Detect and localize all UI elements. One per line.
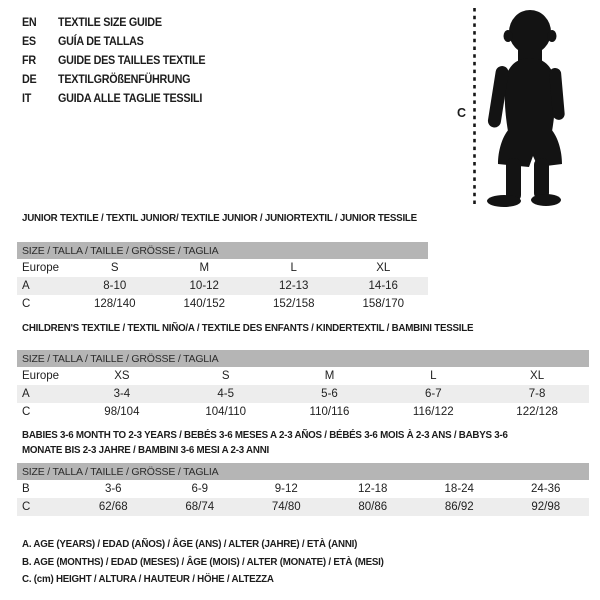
size-header: SIZE / TALLA / TAILLE / GRÖSSE / TAGLIA bbox=[17, 463, 589, 480]
language-code: IT bbox=[22, 90, 32, 105]
size-cell: 158/170 bbox=[362, 298, 405, 310]
size-cell: 24-36 bbox=[531, 483, 561, 495]
babies-table-title: BABIES 3-6 MONTH TO 2-3 YEARS / BEBÉS 3-6 MESES A 2-3 AÑOS / BÉBÉS 3-6 MOIS À 2-3 ANS / BABYS 3-6 MONATE BIS 2-3 JAHRE / BAMBINI 3-6 MESI A 2-3 ANNI bbox=[22, 429, 508, 456]
size-cell: 122/128 bbox=[516, 406, 558, 418]
language-title: TEXTILGRÖßENFÜHRUNG bbox=[58, 71, 191, 86]
size-cell: S bbox=[221, 370, 230, 382]
size-cell: 86/92 bbox=[444, 501, 474, 513]
table-row bbox=[17, 277, 428, 295]
children-size-table bbox=[17, 350, 589, 421]
size-cell: 6-9 bbox=[191, 483, 209, 495]
size-cell: M bbox=[324, 370, 335, 382]
size-cell: 10-12 bbox=[189, 280, 219, 292]
language-title: GUÍA DE TALLAS bbox=[58, 34, 144, 49]
footnote-c: C. (cm) HEIGHT / ALTURA / HAUTEUR / HÖHE / ALTEZZA bbox=[22, 573, 274, 585]
table-row bbox=[17, 295, 428, 313]
size-cell: 7-8 bbox=[528, 388, 546, 400]
language-title-list bbox=[22, 13, 205, 107]
table-header-row bbox=[17, 463, 589, 480]
language-code: EN bbox=[22, 15, 37, 30]
table-row bbox=[17, 498, 589, 516]
size-cell: 12-18 bbox=[358, 483, 388, 495]
size-cell: 6-7 bbox=[424, 388, 442, 400]
row-label: B bbox=[22, 483, 30, 495]
children-table-title: CHILDREN'S TEXTILE / TEXTIL NIÑO/A / TEXTILE DES ENFANTS / KINDERTEXTIL / BAMBINI TESSILE bbox=[22, 322, 474, 334]
size-cell: 12-13 bbox=[279, 280, 309, 292]
size-cell: 62/68 bbox=[98, 501, 128, 513]
language-row bbox=[22, 51, 205, 70]
height-dashed-line-icon bbox=[471, 8, 478, 207]
size-cell: L bbox=[290, 262, 297, 274]
size-cell: 152/158 bbox=[272, 298, 315, 310]
table-row bbox=[17, 259, 428, 277]
language-code: FR bbox=[22, 52, 36, 67]
height-marker-label: C bbox=[457, 106, 467, 120]
row-label: Europe bbox=[22, 262, 60, 274]
table-row bbox=[17, 480, 589, 498]
language-row bbox=[22, 69, 205, 88]
size-cell: 14-16 bbox=[368, 280, 398, 292]
row-label: A bbox=[22, 388, 30, 400]
size-cell: 128/140 bbox=[93, 298, 136, 310]
size-header: SIZE / TALLA / TAILLE / GRÖSSE / TAGLIA bbox=[17, 242, 428, 259]
size-cell: 4-5 bbox=[217, 388, 234, 400]
row-label: C bbox=[22, 501, 31, 513]
row-label: A bbox=[22, 280, 30, 292]
toddler-silhouette-icon bbox=[486, 8, 591, 208]
size-cell: 5-6 bbox=[321, 388, 338, 400]
table-row bbox=[17, 403, 589, 421]
table-header-row bbox=[17, 242, 428, 259]
size-header: SIZE / TALLA / TAILLE / GRÖSSE / TAGLIA bbox=[17, 350, 589, 367]
size-cell: XL bbox=[376, 262, 391, 274]
table-header-row bbox=[17, 350, 589, 367]
row-label: Europe bbox=[22, 370, 60, 382]
language-title: GUIDE DES TAILLES TEXTILE bbox=[58, 52, 206, 67]
size-cell: L bbox=[430, 370, 437, 382]
row-label: C bbox=[22, 406, 31, 418]
size-cell: 18-24 bbox=[444, 483, 474, 495]
size-cell: 98/104 bbox=[104, 406, 140, 418]
junior-table-title: JUNIOR TEXTILE / TEXTIL JUNIOR/ TEXTILE JUNIOR / JUNIORTEXTIL / JUNIOR TESSILE bbox=[22, 212, 417, 224]
size-cell: 8-10 bbox=[103, 280, 127, 292]
size-cell: 74/80 bbox=[271, 501, 301, 513]
junior-size-table bbox=[17, 242, 428, 313]
size-cell: 3-6 bbox=[104, 483, 122, 495]
size-cell: 104/110 bbox=[205, 406, 247, 418]
size-cell: XL bbox=[530, 370, 545, 382]
size-cell: 3-4 bbox=[113, 388, 131, 400]
size-cell: M bbox=[199, 262, 210, 274]
language-row bbox=[22, 88, 205, 107]
size-cell: 140/152 bbox=[183, 298, 226, 310]
language-code: ES bbox=[22, 34, 36, 49]
table-row bbox=[17, 367, 589, 385]
language-row bbox=[22, 13, 205, 32]
size-cell: S bbox=[110, 262, 119, 274]
size-cell: 9-12 bbox=[274, 483, 298, 495]
footnotes bbox=[22, 536, 384, 589]
footnote-a: A. AGE (YEARS) / EDAD (AÑOS) / ÂGE (ANS) / ALTER (JAHRE) / ETÀ (ANNI) bbox=[22, 538, 358, 550]
size-cell: 116/122 bbox=[412, 406, 454, 418]
babies-size-table bbox=[17, 463, 589, 516]
size-cell: 80/86 bbox=[358, 501, 388, 513]
footnote-b: B. AGE (MONTHS) / EDAD (MESES) / ÂGE (MOIS) / ALTER (MONATE) / ETÀ (MESI) bbox=[22, 555, 384, 568]
language-title: GUIDA ALLE TAGLIE TESSILI bbox=[58, 90, 203, 105]
size-cell: 110/116 bbox=[309, 406, 350, 418]
row-label: C bbox=[22, 298, 31, 310]
language-title: TEXTILE SIZE GUIDE bbox=[58, 15, 162, 30]
table-row bbox=[17, 385, 589, 403]
size-cell: 68/74 bbox=[185, 501, 215, 513]
size-cell: 92/98 bbox=[531, 501, 561, 513]
size-cell: XS bbox=[114, 370, 130, 382]
language-code: DE bbox=[22, 71, 37, 86]
language-row bbox=[22, 32, 205, 51]
